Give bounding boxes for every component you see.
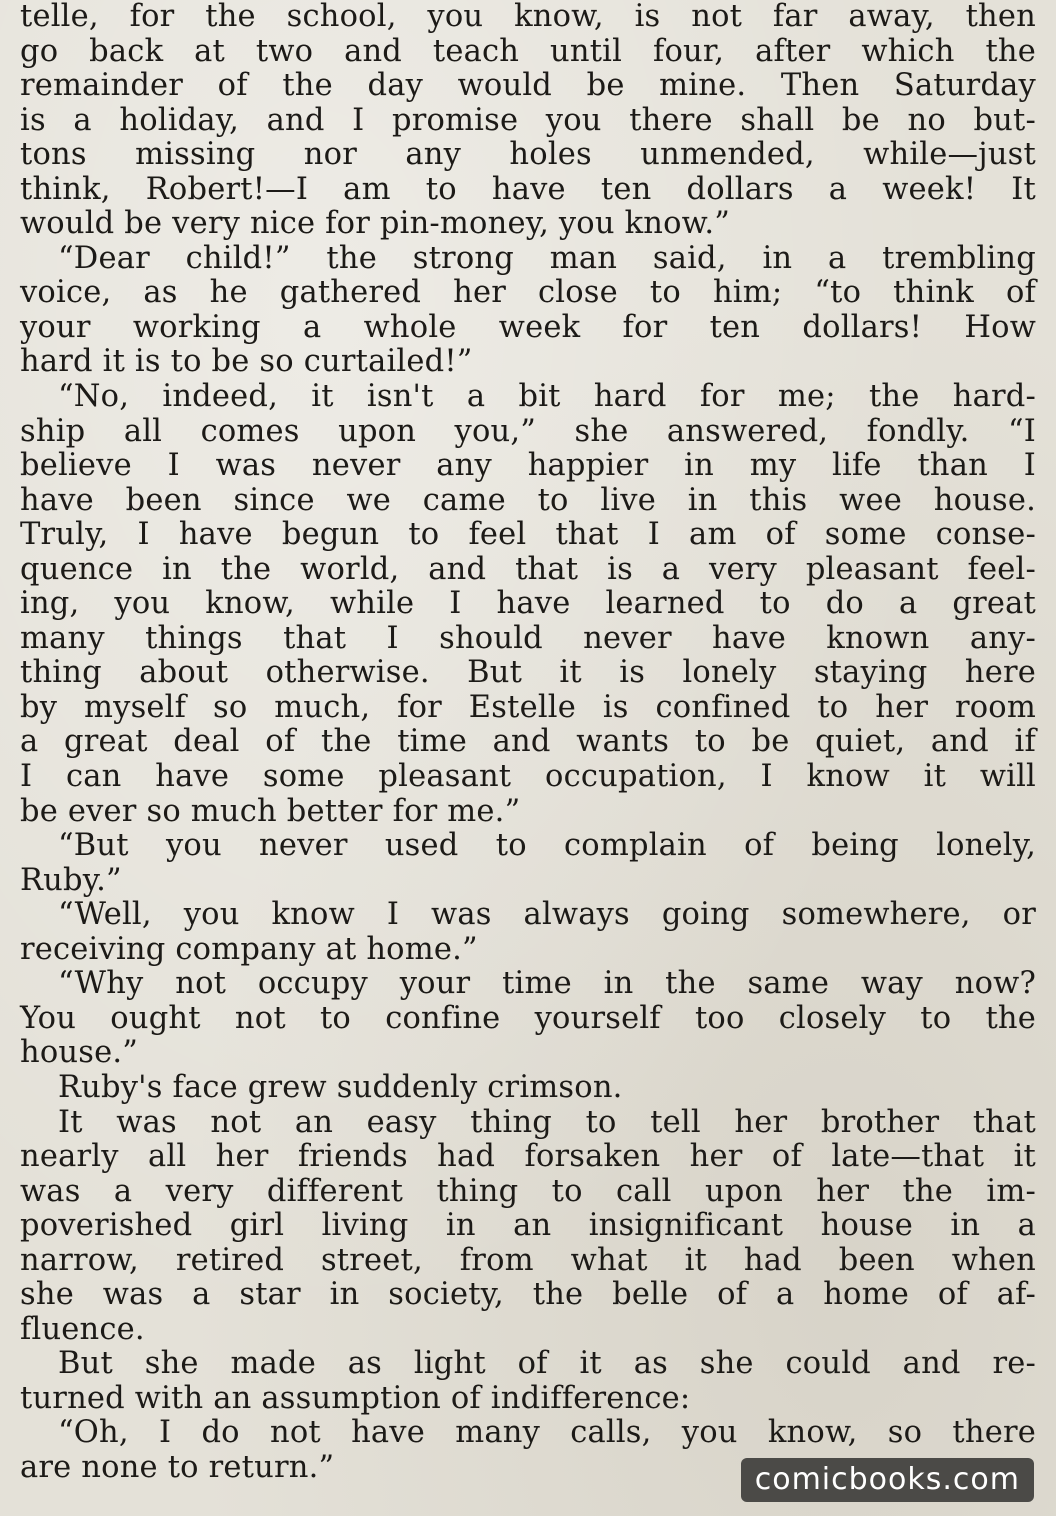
text-line: “Oh, I do not have many calls, you know, so there [58,1415,1036,1451]
text-line: by myself so much, for Estelle is confined to her room [20,689,1036,725]
text-line: she was a star in society, the belle of a home of af- [20,1277,1036,1313]
text-line: have been since we came to live in this wee house. [20,482,1036,518]
text-line: go back at two and teach until four, after which the [20,33,1036,69]
text-line: fluence. [20,1311,145,1347]
text-line: be ever so much better for me.” [20,793,521,829]
text-line: “Dear child!” the strong man said, in a trembling [58,240,1036,276]
text-line: But she made as light of it as she could and re- [58,1346,1036,1382]
text-line: telle, for the school, you know, is not far away, then [20,0,1036,34]
text-line: tons missing nor any holes unmended, while—just [20,137,1036,173]
text-line: I can have some pleasant occupation, I know it will [20,759,1036,795]
text-line: remainder of the day would be mine. Then Saturday [20,68,1036,104]
text-line: thing about otherwise. But it is lonely staying here [20,655,1036,691]
text-line: “No, indeed, it isn't a bit hard for me; the hard- [58,379,1036,415]
text-line: hard it is to be so curtailed!” [20,344,473,380]
text-line: receiving company at home.” [20,931,478,967]
text-line: quence in the world, and that is a very pleasant feel- [20,551,1036,587]
text-line: many things that I should never have known any- [20,620,1036,656]
text-line: It was not an easy thing to tell her brother that [58,1104,1036,1140]
text-line: believe I was never any happier in my life than I [20,448,1036,484]
text-line: narrow, retired street, from what it had been when [20,1242,1036,1278]
text-line: think, Robert!—I am to have ten dollars a week! It [20,171,1036,207]
text-line: Truly, I have begun to feel that I am of some conse- [20,517,1036,553]
text-line: is a holiday, and I promise you there shall be no but- [20,102,1036,138]
text-line: your working a whole week for ten dollars! How [20,309,1036,345]
text-line: You ought not to confine yourself too closely to the [20,1000,1036,1036]
text-line: are none to return.” [20,1449,335,1485]
text-line: was a very different thing to call upon her the im- [20,1173,1036,1209]
text-line: turned with an assumption of indifference: [20,1380,691,1416]
text-line: ing, you know, while I have learned to do a great [20,586,1036,622]
text-line: “Well, you know I was always going somewhere, or [58,897,1036,933]
text-line: “Why not occupy your time in the same way now? [58,966,1036,1002]
text-line: Ruby's face grew suddenly crimson. [58,1069,623,1105]
text-line: a great deal of the time and wants to be quiet, and if [20,724,1036,760]
text-line: Ruby.” [20,862,122,898]
text-line: ship all comes upon you,” she answered, fondly. “I [20,413,1036,449]
text-line: nearly all her friends had forsaken her of late—that it [20,1139,1036,1175]
text-line: voice, as he gathered her close to him; “to think of [20,275,1036,311]
article-text-column [20,0,1036,1486]
text-line: poverished girl living in an insignificant house in a [20,1208,1036,1244]
watermark-logo: comicbooks.com [741,1458,1034,1502]
text-line: house.” [20,1035,139,1071]
text-line: “But you never used to complain of being lonely, [58,828,1036,864]
text-line: would be very nice for pin-money, you know.” [20,206,731,242]
